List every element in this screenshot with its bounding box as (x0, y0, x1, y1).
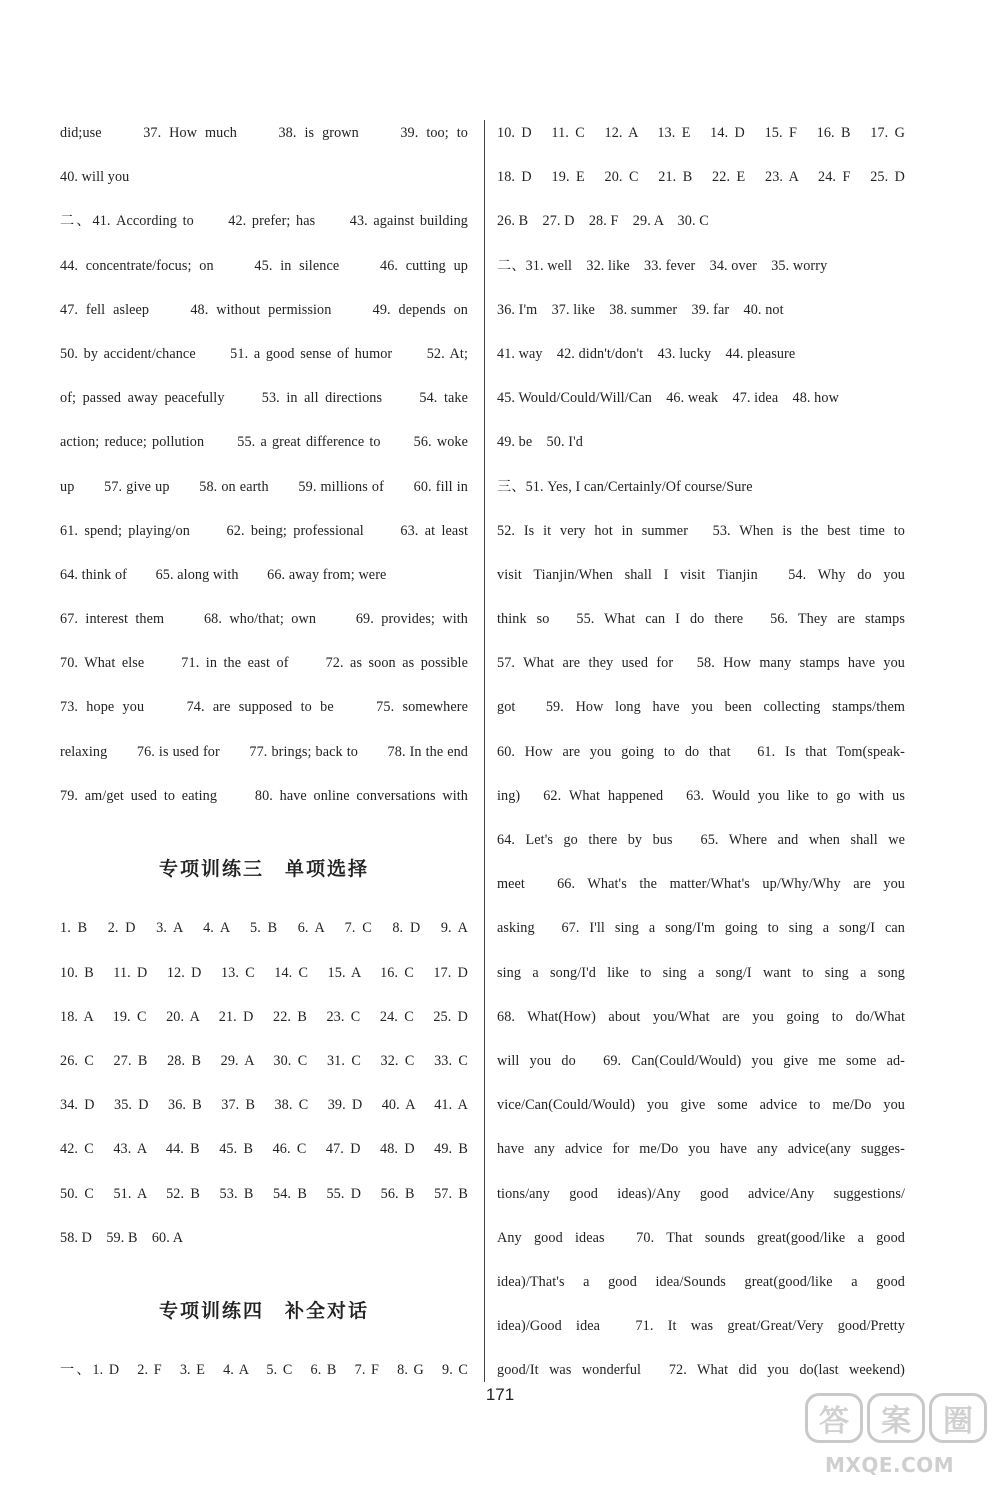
answer-line: 10. D 11. C 12. A 13. E 14. D 15. F 16. B 17. G (497, 125, 905, 141)
answer-line: 34. D 35. D 36. B 37. B 38. C 39. D 40. A 41. A (60, 1097, 468, 1114)
answer-line: tions/any good ideas)/Any good advice/Any suggestions/ (497, 1185, 905, 1202)
answer-line: action; reduce; pollution 55. a great difference to 56. woke (60, 434, 468, 451)
answer-line: 50. C 51. A 52. B 53. B 54. B 55. D 56. B 57. B (60, 1185, 468, 1202)
answer-line: 10. B 11. D 12. D 13. C 14. C 15. A 16. C 17. D (60, 964, 468, 981)
answer-line: 42. C 43. A 44. B 45. B 46. C 47. D 48. D 49. B (60, 1141, 468, 1158)
answer-line: 44. concentrate/focus; on 45. in silence 46. cutting up (60, 257, 468, 274)
answer-line: 二、41. According to 42. prefer; has 43. against building (60, 213, 468, 230)
page-number: 171 (485, 1385, 515, 1404)
answer-line: asking 67. I'll sing a song/I'm going to sing a song/I can (497, 920, 905, 937)
answer-line: 64. Let's go there by bus 65. Where and when shall we (497, 832, 905, 848)
answer-line: 79. am/get used to eating 80. have online conversations with (60, 787, 468, 804)
answer-line: will you do 69. Can(Could/Would) you give me some ad- (497, 1052, 905, 1069)
answer-line: of; passed away peacefully 53. in all directions 54. take (60, 390, 468, 407)
answer-line: 68. What(How) about you/What are you going to do/What (497, 1008, 905, 1025)
answer-line: idea)/Good idea 71. It was great/Great/Very good/Pretty (497, 1318, 905, 1335)
answer-line: 三、51. Yes, I can/Certainly/Of course/Sure (497, 478, 753, 495)
answer-line: idea)/That's a good idea/Sounds great(good/like a good (497, 1273, 905, 1290)
answer-line: vice/Can(Could/Would) you give some advice to me/Do you (497, 1097, 905, 1114)
answer-line: 58. D 59. B 60. A (60, 1229, 184, 1246)
answer-line: 50. by accident/chance 51. a good sense of humor 52. At; (60, 345, 468, 362)
answer-line: visit Tianjin/When shall I visit Tianjin 54. Why do you (497, 566, 905, 583)
answer-line: got 59. How long have you been collecting stamps/them (497, 699, 905, 716)
answer-line: relaxing 76. is used for 77. brings; back to 78. In the end (60, 743, 468, 760)
answer-line: 1. B 2. D 3. A 4. A 5. B 6. A 7. C 8. D 9. A (60, 920, 468, 937)
answer-line: 61. spend; playing/on 62. being; professional 63. at least (60, 522, 468, 539)
answer-line: 26. B 27. D 28. F 29. A 30. C (497, 213, 709, 230)
answer-line: sing a song/I'd like to sing a song/I want to sing a song (497, 964, 905, 981)
answer-line: 70. What else 71. in the east of 72. as soon as possible (60, 655, 468, 672)
answer-line: think so 55. What can I do there 56. They are stamps (497, 611, 905, 628)
answer-line: 45. Would/Could/Will/Can 46. weak 47. idea 48. how (497, 390, 839, 407)
answer-line: ing) 62. What happened 63. Would you like to go with us (497, 787, 905, 804)
answer-line: have any advice for me/Do you have any advice(any sugges- (497, 1141, 905, 1158)
answer-line: 49. be 50. I'd (497, 434, 583, 451)
answer-line: did;use 37. How much 38. is grown 39. too; to (60, 125, 468, 141)
answer-line: 60. How are you going to do that 61. Is that Tom(speak- (497, 743, 905, 760)
answer-line: 41. way 42. didn't/don't 43. lucky 44. pleasure (497, 345, 796, 362)
answer-line: 47. fell asleep 48. without permission 49. depends on (60, 301, 468, 318)
watermark-logo (805, 1393, 990, 1485)
right-column (497, 118, 905, 1399)
left-column (60, 118, 468, 1399)
answer-line: 18. D 19. E 20. C 21. B 22. E 23. A 24. F 25. D (497, 169, 905, 186)
answer-line: 二、31. well 32. like 33. fever 34. over 35. worry (497, 257, 828, 274)
answer-line: 26. C 27. B 28. B 29. A 30. C 31. C 32. C 33. C (60, 1052, 468, 1069)
answer-line: 67. interest them 68. who/that; own 69. provides; with (60, 611, 468, 628)
section-heading: 专项训练三 单项选择 (158, 858, 369, 880)
watermark-char: 案 (867, 1393, 925, 1443)
answer-line: meet 66. What's the matter/What's up/Why/Why are you (497, 876, 905, 893)
section-heading: 专项训练四 补全对话 (158, 1299, 369, 1322)
watermark-char: 答 (805, 1393, 863, 1443)
answer-line: 57. What are they used for 58. How many stamps have you (497, 655, 905, 672)
answer-line: 73. hope you 74. are supposed to be 75. somewhere (60, 699, 468, 716)
watermark-url: MXQE.COM (825, 1453, 955, 1477)
watermark-char: 圈 (929, 1393, 987, 1443)
answer-line: 52. Is it very hot in summer 53. When is the best time to (497, 522, 905, 539)
column-divider (484, 120, 485, 1382)
answer-line: 一、1. D 2. F 3. E 4. A 5. C 6. B 7. F 8. G 9. C (60, 1362, 468, 1379)
answer-line: good/It was wonderful 72. What did you do(last weekend) (497, 1362, 905, 1379)
answer-line: up 57. give up 58. on earth 59. millions of 60. fill in (60, 478, 468, 495)
answer-line: 40. will you (60, 169, 130, 186)
answer-line: Any good ideas 70. That sounds great(good/like a good (497, 1229, 905, 1246)
answer-line: 36. I'm 37. like 38. summer 39. far 40. not (497, 301, 784, 318)
answer-line: 18. A 19. C 20. A 21. D 22. B 23. C 24. C 25. D (60, 1008, 468, 1025)
answer-line: 64. think of 65. along with 66. away from; were (60, 566, 387, 583)
